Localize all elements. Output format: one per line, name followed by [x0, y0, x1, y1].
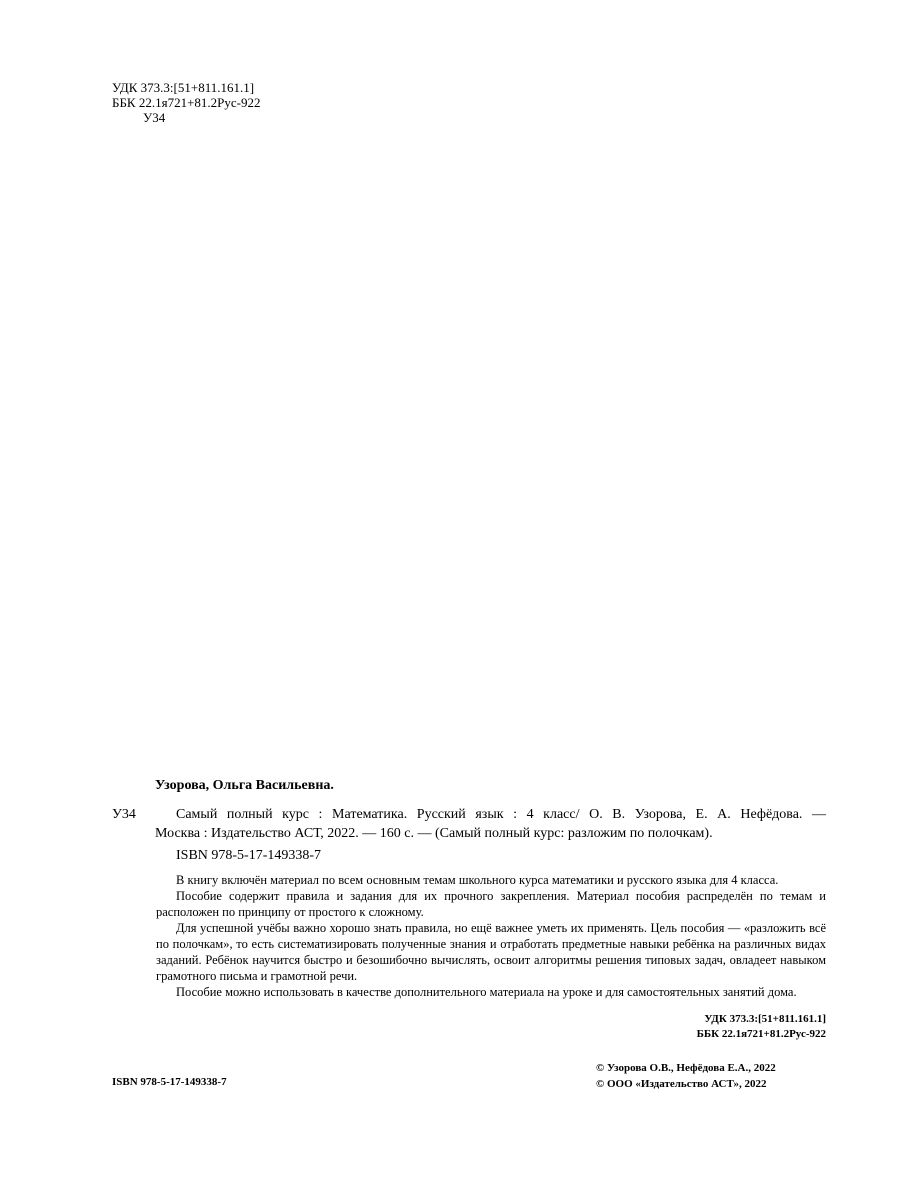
author-mark: У34: [143, 110, 166, 125]
annotation: [156, 872, 826, 1000]
annotation-paragraph: Пособие можно использовать в качестве дополнительного материала на уроке и для самостоятельных занятий дома.: [176, 985, 797, 999]
top-classification-codes: [112, 80, 261, 125]
bibliographic-description: [155, 805, 826, 843]
bbk-code: ББК 22.1я721+81.2Рус-922: [696, 1028, 826, 1040]
annotation-paragraph: Для успешной учёбы важно хорошо знать правила, но ещё важнее уметь их применять. Цель пособия — «разложить всё по полочкам», то есть систематизировать полученные знания и отработать предметные навыки ребёнка на различных видах заданий. Ребёнок научится быстро и безошибочно вычислять, освоит алгоритмы решения типовых задач, овладеет навыком грамотного письма и грамотной речи.: [156, 921, 826, 983]
record-isbn: ISBN 978-5-17-149338-7: [176, 848, 322, 863]
biblio-line-2: Москва : Издательство АСТ, 2022. — 160 с. — (Самый полный курс: разложим по полочкам).: [155, 826, 713, 841]
copyright-publisher: © ООО «Издательство АСТ», 2022: [596, 1078, 767, 1090]
footer-isbn: ISBN 978-5-17-149338-7: [112, 1076, 227, 1088]
udk-code: УДК 373.3:[51+811.161.1]: [112, 80, 255, 95]
copyright-authors: © Узорова О.В., Нефёдова Е.А., 2022: [596, 1062, 776, 1074]
udk-code: УДК 373.3:[51+811.161.1]: [704, 1013, 826, 1025]
annotation-paragraph: Пособие содержит правила и задания для их прочного закрепления. Материал пособия распределён по темам и расположен по принципу от простого к сложному.: [156, 889, 826, 919]
annotation-paragraph: В книгу включён материал по всем основным темам школьного курса математики и русского языка для 4 класса.: [176, 873, 779, 887]
bottom-classification-codes: [680, 1012, 826, 1042]
record-author-mark: У34: [112, 807, 136, 822]
biblio-line-1: Самый полный курс : Математика. Русский язык : 4 класс/ О. В. Узорова, Е. А. Нефёдова. —: [176, 807, 826, 822]
bbk-code: ББК 22.1я721+81.2Рус-922: [112, 95, 261, 110]
copyright-block: [596, 1060, 776, 1092]
author-name: Узорова, Ольга Васильевна.: [155, 778, 334, 793]
